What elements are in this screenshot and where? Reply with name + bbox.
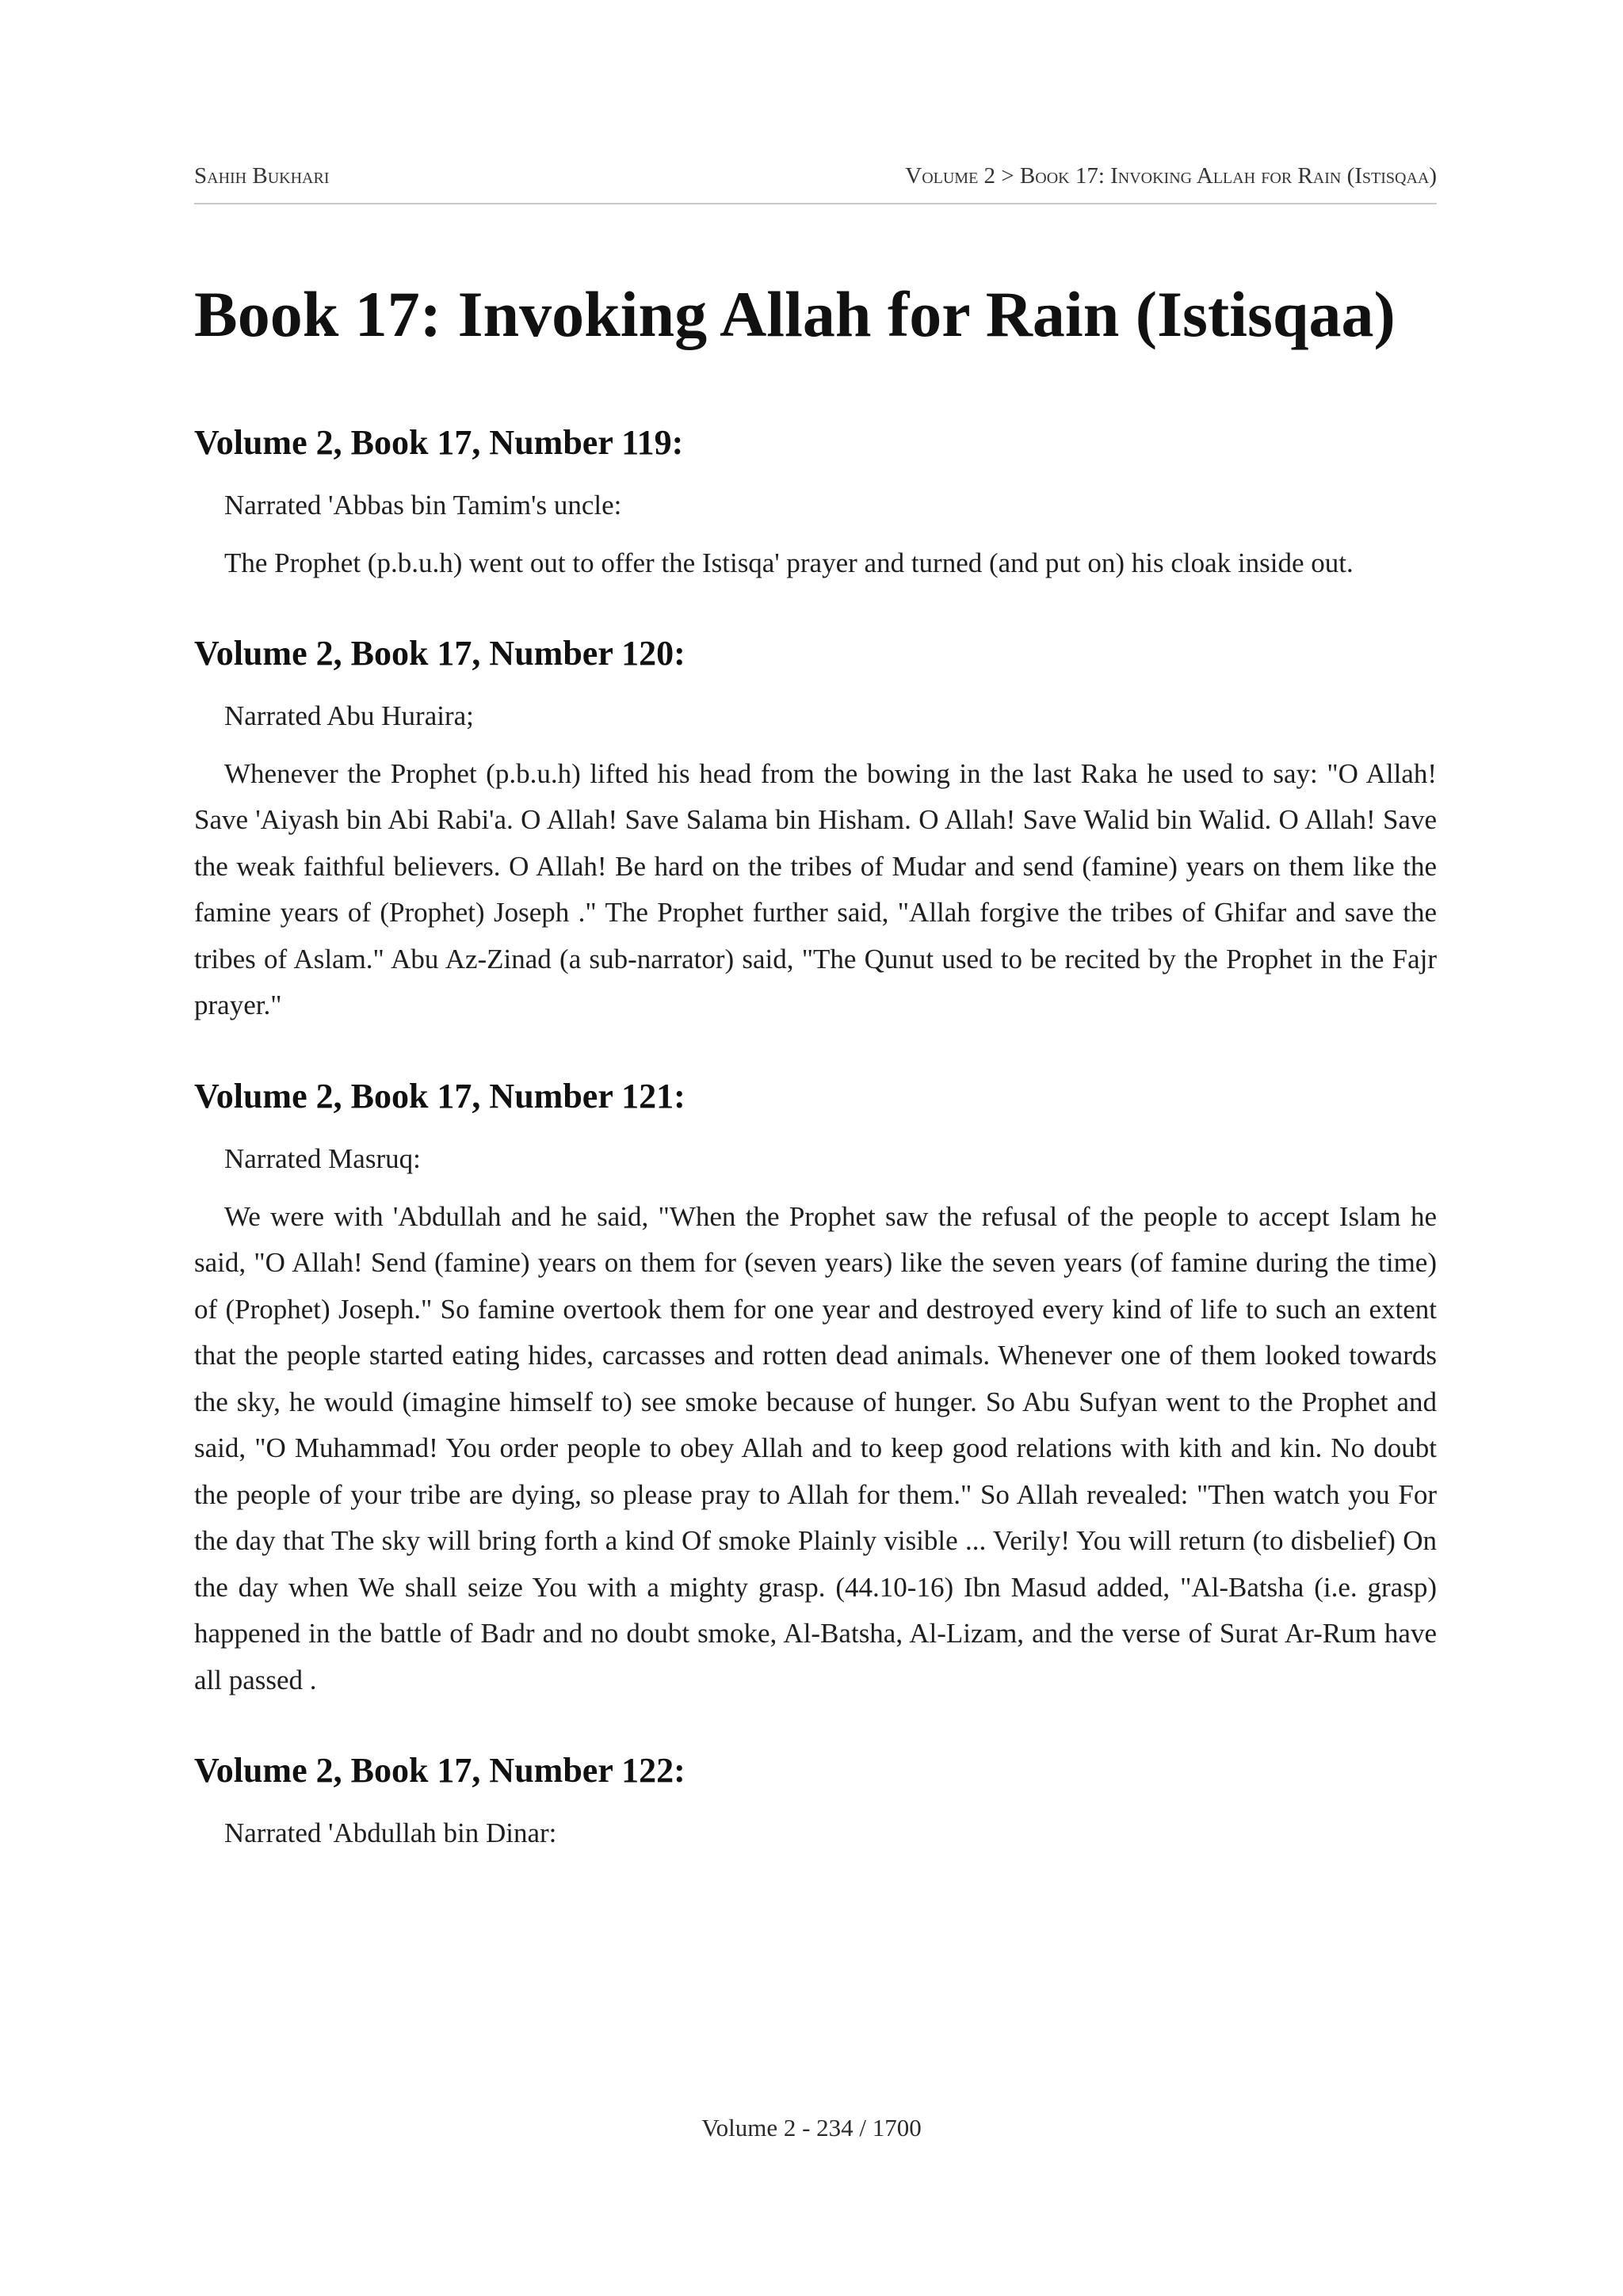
hadith-narrator: Narrated Abu Huraira; bbox=[224, 700, 474, 732]
running-header bbox=[194, 155, 1437, 204]
header-collection-title: Sahih Bukhari bbox=[194, 163, 330, 189]
hadith-text: The Prophet (p.b.u.h) went out to offer the Istisqa' prayer and turned (and put on) his cloak inside out. bbox=[224, 547, 1354, 578]
hadith-heading: Volume 2, Book 17, Number 122: bbox=[194, 1751, 685, 1791]
hadith-narrator: Narrated 'Abbas bin Tamim's uncle: bbox=[224, 490, 622, 521]
hadith-heading: Volume 2, Book 17, Number 121: bbox=[194, 1076, 685, 1116]
hadith-121 bbox=[194, 1074, 1437, 1703]
hadith-heading: Volume 2, Book 17, Number 119: bbox=[194, 423, 684, 462]
header-breadcrumb: Volume 2 > Book 17: Invoking Allah for Rain (Istisqaa) bbox=[905, 163, 1437, 189]
hadith-heading: Volume 2, Book 17, Number 120: bbox=[194, 634, 685, 673]
hadith-narrator: Narrated Masruq: bbox=[224, 1143, 421, 1175]
hadith-119 bbox=[194, 420, 1437, 586]
hadith-narrator: Narrated 'Abdullah bin Dinar: bbox=[224, 1817, 557, 1849]
hadith-text: Whenever the Prophet (p.b.u.h) lifted his head from the bowing in the last Raka he used to say: "O Allah! Save 'Aiyash bin Abi Rabi'a. O Allah! Save Salama bin Hisham. O Allah! Save Walid bin Walid. O Allah! Save the weak faithful believers. O Allah! Be hard on the tribes of Mudar and send (famine) years on them like the famine years of (Prophet) Joseph ." The Prophet further said, "Allah forgive the tribes of Ghifar and save the tribes of Aslam." Abu Az-Zinad (a sub-narrator) said, "The Qunut used to be recited by the Prophet in the Fajr prayer." bbox=[194, 757, 1437, 1021]
book-title: Book 17: Invoking Allah for Rain (Istisqaa) bbox=[194, 278, 1396, 350]
hadith-122 bbox=[194, 1748, 1437, 1857]
hadith-120 bbox=[194, 631, 1437, 1029]
hadith-text: We were with 'Abdullah and he said, "When the Prophet saw the refusal of the people to accept Islam he said, "O Allah! Send (famine) years on them for (seven years) like the seven years (of famine during the time) of (Prophet) Joseph." So famine overtook them for one year and destroyed every kind of life to such an extent that the people started eating hides, carcasses and rotten dead animals. Whenever one of them looked towards the sky, he would (imagine himself to) see smoke because of hunger. So Abu Sufyan went to the Prophet and said, "O Muhammad! You order people to obey Allah and to keep good relations with kith and kin. No doubt the people of your tribe are dying, so please pray to Allah for them." So Allah revealed: "Then watch you For the day that The sky will bring forth a kind Of smoke Plainly visible ... Verily! You will return (to disbelief) On the day when We shall seize You with a mighty grasp. (44.10-16) Ibn Masud added, "Al-Batsha (i.e. grasp) happened in the battle of Badr and no doubt smoke, Al-Batsha, Al-Lizam, and the verse of Surat Ar-Rum have all passed . bbox=[194, 1200, 1437, 1695]
hadith-list bbox=[194, 420, 1437, 1901]
page-number: Volume 2 - 234 / 1700 bbox=[701, 2114, 922, 2142]
